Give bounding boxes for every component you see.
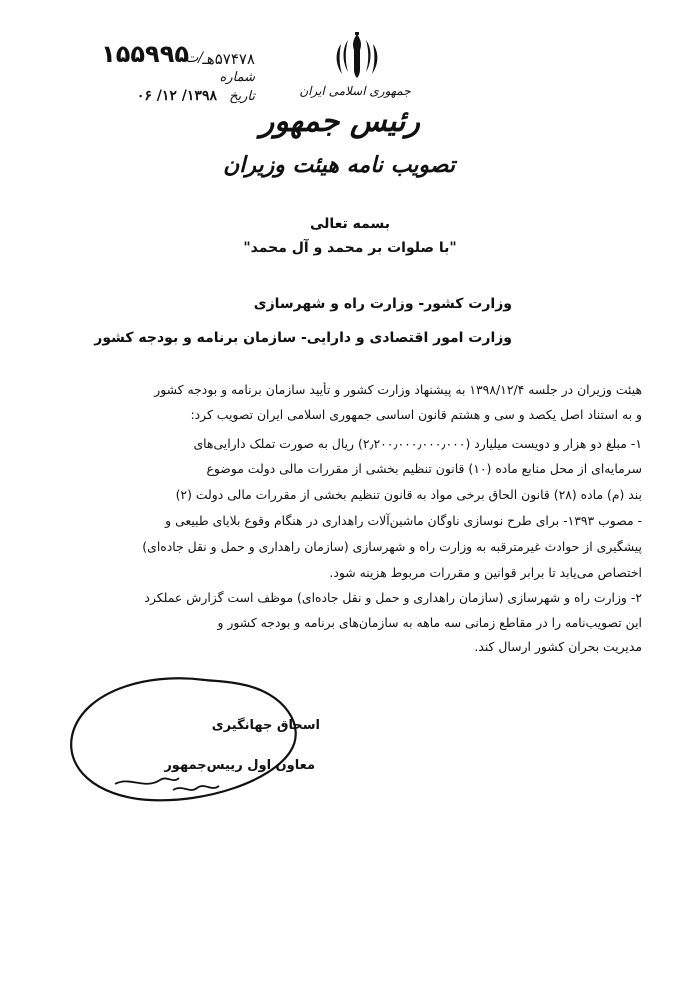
- header-president-title: رئیس جمهور: [259, 104, 420, 139]
- signatory-name: اسحاق جهانگیری: [211, 718, 320, 733]
- body-line-3: ۱- مبلغ دو هزار و دویست میلیارد (۲٫۲۰۰٫۰۰۰٫۰۰۰٫۰۰۰) ریال به صورت تملک دارایی‌های: [193, 436, 642, 451]
- decree-number-separator: /ت: [185, 50, 203, 66]
- body-line-4: سرمایه‌ای از محل منابع ماده (۱۰) قانون تنظیم بخشی از مقررات مالی دولت موضوع: [206, 461, 642, 476]
- body-line-6: - مصوب ۱۳۹۳- برای طرح نوسازی ناوگان ماشین‌آلات راهداری در هنگام وقوع بلایای طبیعی و: [165, 513, 642, 528]
- number-label-row: [40, 70, 255, 85]
- body-line-9: ۲- وزارت راه و شهرسازی (سازمان راهداری و حمل و نقل جاده‌ای) موظف است گزارش عملکرد: [144, 590, 642, 605]
- header-republic-title: جمهوری اسلامی ایران: [299, 84, 411, 98]
- iran-emblem-icon: [334, 30, 380, 82]
- body-line-10: این تصویب‌نامه را در مقاطع زمانی سه ماهه به سازمان‌های برنامه و بودجه کشور و: [217, 615, 642, 630]
- addressee-line-1: وزارت کشور- وزارت راه و شهرسازی: [253, 296, 512, 312]
- body-line-8: اختصاص می‌یابد تا برابر قوانین و مقررات مربوط هزینه شود.: [329, 565, 642, 580]
- decree-main-number: ۱۵۵۹۹۵: [101, 40, 189, 68]
- signatory-title: معاون اول رییس‌جمهور: [164, 758, 315, 773]
- header-cabinet-approval: تصویب نامه هیئت وزیران: [223, 152, 455, 178]
- number-label: شماره: [219, 70, 255, 85]
- date-row: [40, 88, 255, 104]
- body-line-5: بند (م) ماده (۲۸) قانون الحاق برخی مواد به قانون تنظیم بخشی از مقررات مالی دولت (۲): [175, 487, 642, 502]
- body-line-1: هیئت وزیران در جلسه ۱۳۹۸/۱۲/۴ به پیشنهاد وزارت کشور و تأیید سازمان برنامه و بودجه کشور: [154, 382, 642, 397]
- bismillah: بسمه تعالی: [309, 216, 391, 232]
- body-line-7: پیشگیری از حوادث غیرمترقبه به وزارت راه و شهرسازی (سازمان راهداری و حمل و نقل جاده‌ای): [142, 539, 642, 554]
- addressee-line-2: وزارت امور اقتصادی و دارایی- سازمان برنامه و بودجه کشور: [94, 330, 512, 346]
- date-label: تاریخ: [229, 89, 255, 104]
- signature-scribble-icon: [55, 672, 315, 827]
- body-line-2: و به استناد اصل یکصد و سی و هشتم قانون اساسی جمهوری اسلامی ایران تصویب کرد:: [190, 407, 642, 422]
- body-line-11: مدیریت بحران کشور ارسال کند.: [474, 639, 642, 654]
- decree-number-row: [40, 40, 255, 70]
- date-value: ۱۳۹۸/ ۱۲/ ۰۶: [136, 88, 217, 104]
- decree-secondary-number: ۵۷۴۷۸هـ: [202, 50, 255, 68]
- salavat: "با صلوات بر محمد و آل محمد": [243, 240, 457, 256]
